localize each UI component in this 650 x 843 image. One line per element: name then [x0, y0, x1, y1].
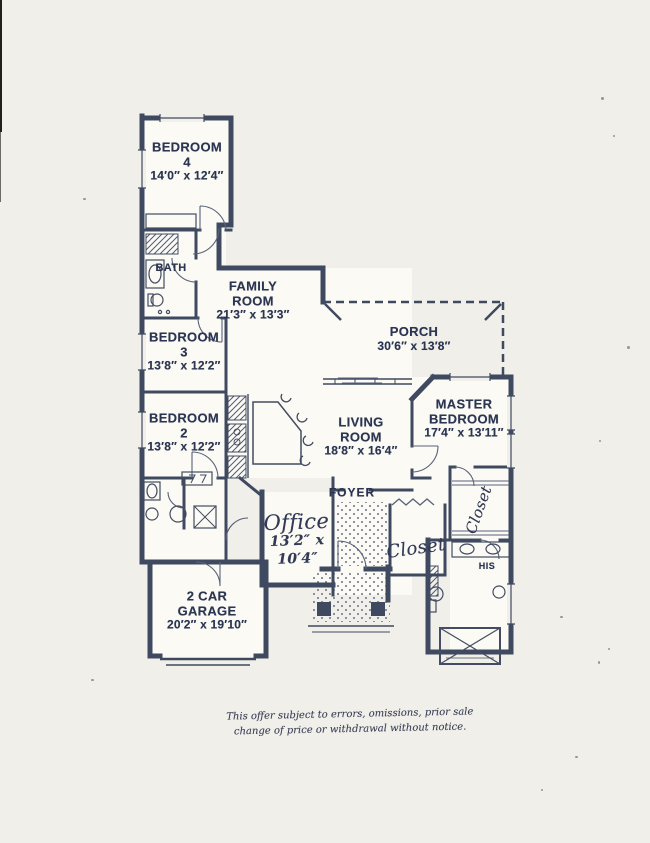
porch-label: PORCH 30′6″ x 13′8″	[377, 324, 451, 353]
bedroom4-name: BEDROOM	[152, 139, 222, 155]
scan-speck	[560, 616, 563, 618]
scan-edge-line-faint	[0, 132, 1, 202]
master-bedroom-label: MASTER BEDROOM 17′4″ x 13′11″	[424, 396, 504, 440]
foyer-label: FOYER	[328, 485, 376, 500]
bath-label: BATH	[155, 261, 187, 274]
garage-door	[160, 659, 256, 665]
scan-speck	[575, 756, 578, 758]
disclaimer-line1: This offer subject to errors, omissions, prior sale	[226, 706, 474, 723]
garage-label: 2 CAR GARAGE 20′2″ x 19′10″	[166, 588, 248, 632]
scan-speck	[91, 679, 94, 681]
scan-speck	[613, 135, 615, 137]
scan-edge-line	[0, 0, 2, 132]
disclaimer-line2: change of price or withdrawal without notice.	[233, 721, 467, 738]
family-room-label: FAMILY ROOM 21′3″ x 13′3″	[216, 278, 290, 322]
bedroom4-dims: 14′0″ x 12′4″	[150, 168, 224, 183]
office-label: Office 13′2″ x 10′4″	[263, 508, 330, 568]
his-label: HIS	[478, 560, 496, 571]
bedroom2-label: BEDROOM 2 13′8″ x 12′2″	[147, 410, 221, 454]
living-room-label: LIVING ROOM 18′8″ x 16′4″	[324, 414, 398, 458]
scan-speck	[83, 198, 86, 200]
hall-closet-label: Closet	[385, 533, 447, 563]
scan-speck	[601, 97, 604, 100]
scan-speck	[541, 789, 543, 791]
scan-speck	[599, 440, 601, 442]
bedroom4-number: 4	[183, 154, 191, 170]
scan-speck	[608, 648, 610, 650]
bedroom3-label: BEDROOM 3 13′8″ x 12′2″	[147, 329, 221, 373]
master-closet-label: Closet	[461, 483, 496, 537]
scan-speck	[598, 661, 600, 664]
scan-speck	[627, 346, 630, 349]
